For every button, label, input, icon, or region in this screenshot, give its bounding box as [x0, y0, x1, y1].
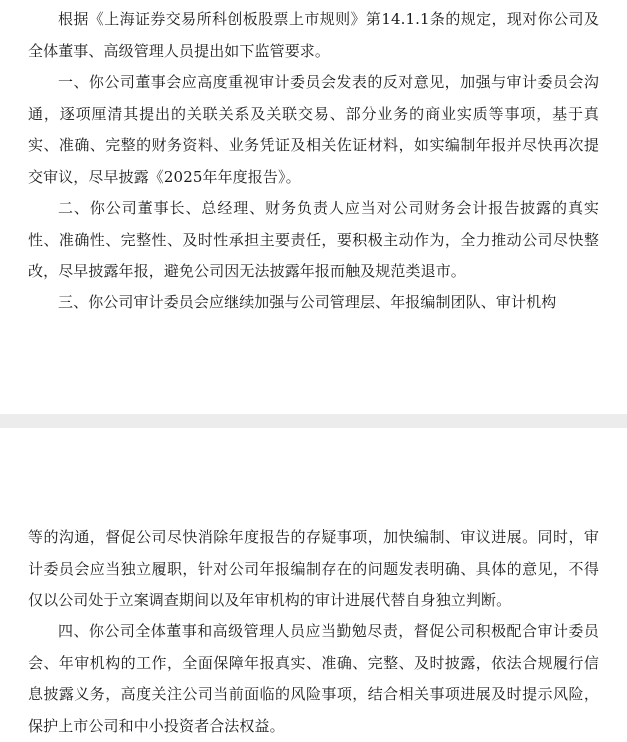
paragraph-item-4: 四、你公司全体董事和高级管理人员应当勤勉尽责，督促公司积极配合审计委员会、年审机构的工作，全面保障年报真实、准确、完整、及时披露，依法合规履行信息披露义务，高度关注公司当前面临的风险事项，结合相关事项进展及时提示风险，保护上市公司和中小投资者合法权益。 [28, 622, 599, 735]
paragraph-item-3-continued: 等的沟通，督促公司尽快消除年度报告的存疑事项，加快编制、审议进展。同时，审计委员会应当独立履职，针对公司年报编制存在的问题发表明确、具体的意见，不得仅以公司处于立案调查期间以及年审机构的审计进展代替自身独立判断。 [28, 528, 599, 609]
paragraph-item-2: 二、你公司董事长、总经理、财务负责人应当对公司财务会计报告披露的真实性、准确性、完整性、及时性承担主要责任，要积极主动作为，全力推动公司尽快整改，尽早披露年报，避免公司因无法披露年报而触及规范类退市。 [28, 199, 599, 280]
document-page-bottom [0, 428, 627, 737]
paragraph-item-1: 一、你公司董事会应高度重视审计委员会发表的反对意见，加强与审计委员会沟通，逐项厘清其提出的关联关系及关联交易、部分业务的商业实质等事项，基于真实、准确、完整的财务资料、业务凭证及相关佐证材料，如实编制年报并尽快再次提交审议，尽早披露《2025年年度报告》。 [28, 73, 599, 186]
paragraph-item-3-start: 三、你公司审计委员会应继续加强与公司管理层、年报编制团队、审计机构 [58, 293, 557, 311]
paragraph-regulation-basis: 根据《上海证券交易所科创板股票上市规则》第14.1.1条的规定，现对你公司及全体董事、高级管理人员提出如下监管要求。 [28, 10, 599, 60]
page-break-divider [0, 414, 627, 428]
